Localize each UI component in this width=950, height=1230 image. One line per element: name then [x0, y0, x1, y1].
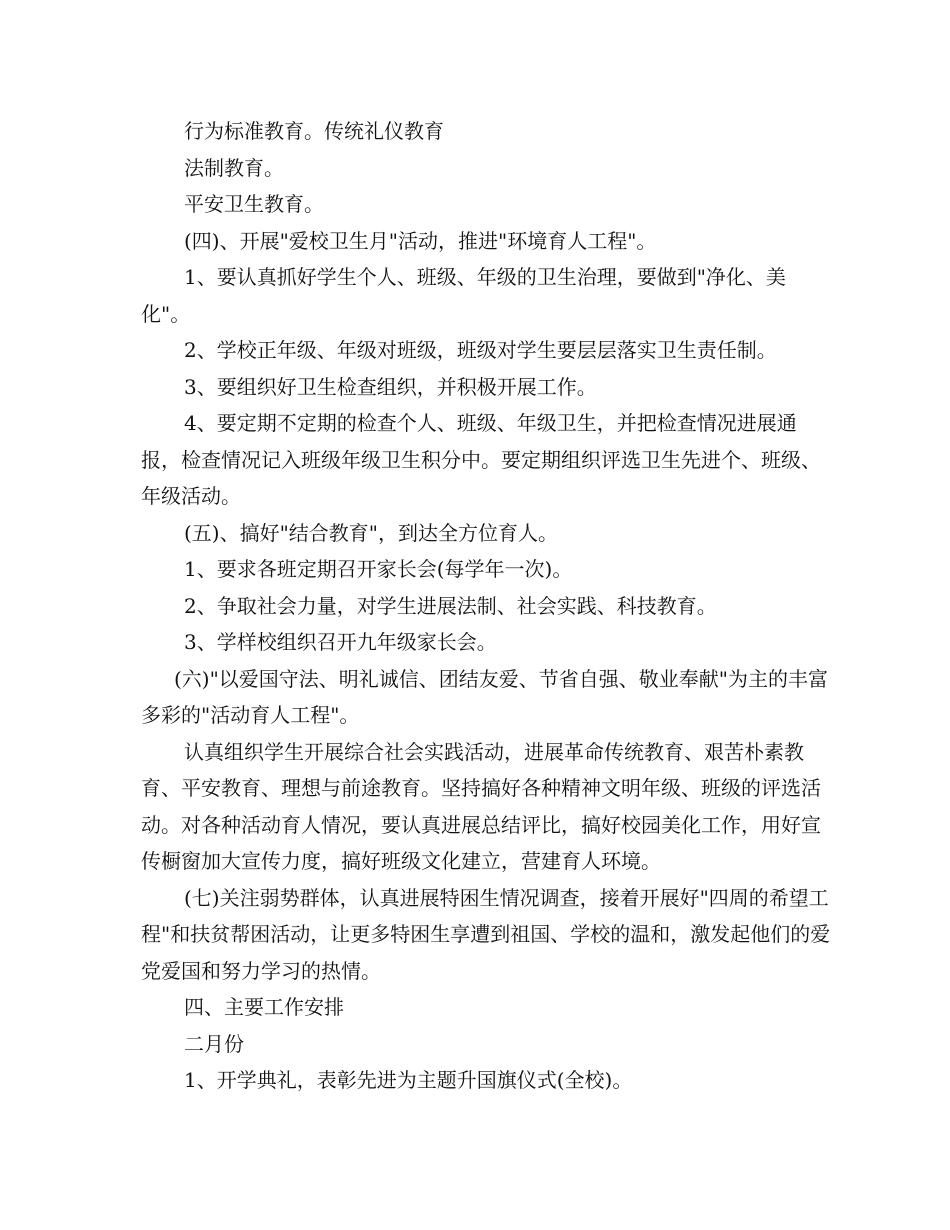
- paragraph: 二月份: [184, 1031, 244, 1056]
- paragraph: 1、要认真抓好学生个人、班级、年级的卫生治理，要做到"净化、美化"。: [141, 265, 786, 326]
- section-heading: (四)、开展"爱校卫生月"活动，推进"环境育人工程"。: [184, 228, 657, 253]
- section-heading: (六)"以爱国守法、明礼诚信、团结友爱、节省自强、敬业奉献"为主的丰富多彩的"活动育人工程"。: [141, 666, 829, 727]
- paragraph: 2、学校正年级、年级对班级，班级对学生要层层落实卫生责任制。: [184, 338, 777, 362]
- paragraph: 4、要定期不定期的检查个人、班级、年级卫生，并把检查情况进展通报，检查情况记入班级年级卫生积分中。要定期组织评选卫生先进个、班级、年级活动。: [141, 411, 821, 508]
- paragraph: 认真组织学生开展综合社会实践活动，进展革命传统教育、艰苦朴素教育、平安教育、理想与前途教育。坚持搞好各种精神文明年级、班级的评选活动。对各种活动育人情况，要认真进展总结评比，搞好校园美化工作，用好宣传橱窗加大宣传力度，搞好班级文化建立，营建育人环境。: [141, 739, 821, 873]
- section-heading: (七)关注弱势群体，认真进展特困生情况调查，接着开展好"四周的希望工程"和扶贫帮困活动，让更多特困生享遭到祖国、学校的温和，激发起他们的爱党爱国和努力学习的热情。: [141, 885, 831, 983]
- paragraph: 3、要组织好卫生检查组织，并积极开展工作。: [184, 374, 597, 399]
- paragraph: 3、学样校组织召开九年级家长会。: [184, 630, 497, 654]
- paragraph: 1、要求各班定期召开家长会(每学年一次)。: [184, 557, 573, 581]
- paragraph: 2、争取社会力量，对学生进展法制、社会实践、科技教育。: [184, 593, 717, 618]
- paragraph: 平安卫生教育。: [184, 192, 324, 216]
- section-heading: 四、主要工作安排: [184, 995, 344, 1019]
- paragraph: 1、开学典礼，表彰先进为主题升国旗仪式(全校)。: [184, 1068, 633, 1092]
- section-heading: (五)、搞好"结合教育"，到达全方位育人。: [184, 520, 559, 545]
- paragraph: 法制教育。: [184, 155, 284, 180]
- document-body: [141, 113, 831, 1099]
- paragraph: 行为标准教育。传统礼仪教育: [184, 119, 444, 143]
